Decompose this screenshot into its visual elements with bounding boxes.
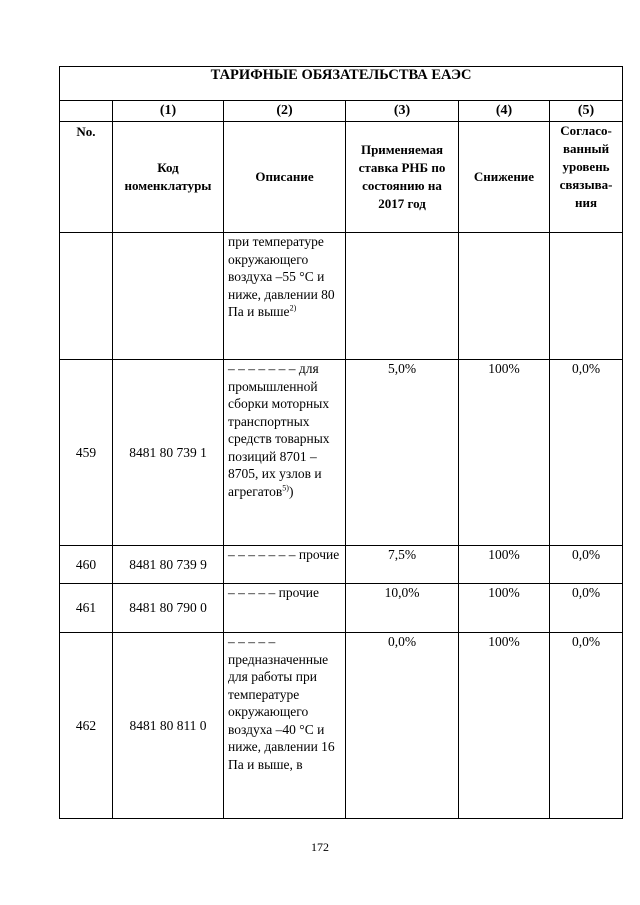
row-rate: 0,0% [346, 633, 459, 819]
row-code [113, 233, 224, 360]
col-number-5: (5) [550, 101, 623, 122]
row-no: 461 [60, 584, 113, 633]
row-reduction: 100% [459, 633, 550, 819]
row-agreed-level: 0,0% [550, 633, 623, 819]
header-code: Код номенклатуры [113, 122, 224, 233]
table-row [60, 233, 623, 360]
row-no [60, 233, 113, 360]
header-reduction: Снижение [459, 122, 550, 233]
row-reduction: 100% [459, 360, 550, 546]
row-agreed-level [550, 233, 623, 360]
col-number-0 [60, 101, 113, 122]
table-row [60, 546, 623, 584]
col-number-3: (3) [346, 101, 459, 122]
header-rate: Применяемая ставка РНБ по состоянию на 2017 год [346, 122, 459, 233]
tariff-table [59, 66, 623, 819]
row-code: 8481 80 739 9 [113, 546, 224, 584]
row-rate: 5,0% [346, 360, 459, 546]
table-title: ТАРИФНЫЕ ОБЯЗАТЕЛЬСТВА ЕАЭС [60, 67, 623, 101]
footnote-ref: 2) [289, 303, 297, 313]
page-number: 172 [311, 840, 329, 854]
row-rate: 10,0% [346, 584, 459, 633]
row-rate [346, 233, 459, 360]
row-code: 8481 80 739 1 [113, 360, 224, 546]
row-description: – – – – – – – прочие [224, 546, 346, 584]
row-rate: 7,5% [346, 546, 459, 584]
header-no: No. [60, 122, 113, 233]
row-description: при температуре окружающего воздуха –55 °С и ниже, давлении 80 Па и выше$^{2)}$ [224, 233, 346, 360]
col-number-4: (4) [459, 101, 550, 122]
table-row [60, 360, 623, 546]
footnote-ref: 5) [282, 483, 289, 492]
row-no: 462 [60, 633, 113, 819]
table-row [60, 584, 623, 633]
col-number-1: (1) [113, 101, 224, 122]
row-description: – – – – – прочие [224, 584, 346, 633]
table-row [60, 633, 623, 819]
header-agreed-level: Согласо-ванный уровень связыва-ния [550, 122, 623, 233]
row-agreed-level: 0,0% [550, 360, 623, 546]
row-code: 8481 80 811 0 [113, 633, 224, 819]
row-no: 460 [60, 546, 113, 584]
row-no: 459 [60, 360, 113, 546]
row-agreed-level: 0,0% [550, 546, 623, 584]
row-reduction [459, 233, 550, 360]
row-code: 8481 80 790 0 [113, 584, 224, 633]
row-reduction: 100% [459, 584, 550, 633]
row-agreed-level: 0,0% [550, 584, 623, 633]
row-description: – – – – – – – для промышленной сборки моторных транспортных средств товарных позиций 8701 – 8705, их узлов и агрегатов$^{5)}$) [224, 360, 346, 546]
header-description: Описание [224, 122, 346, 233]
row-reduction: 100% [459, 546, 550, 584]
col-number-2: (2) [224, 101, 346, 122]
row-description: – – – – – предназначенные для работы при температуре окружающего воздуха –40 °С и ниже, давлении 16 Па и выше, в [224, 633, 346, 819]
